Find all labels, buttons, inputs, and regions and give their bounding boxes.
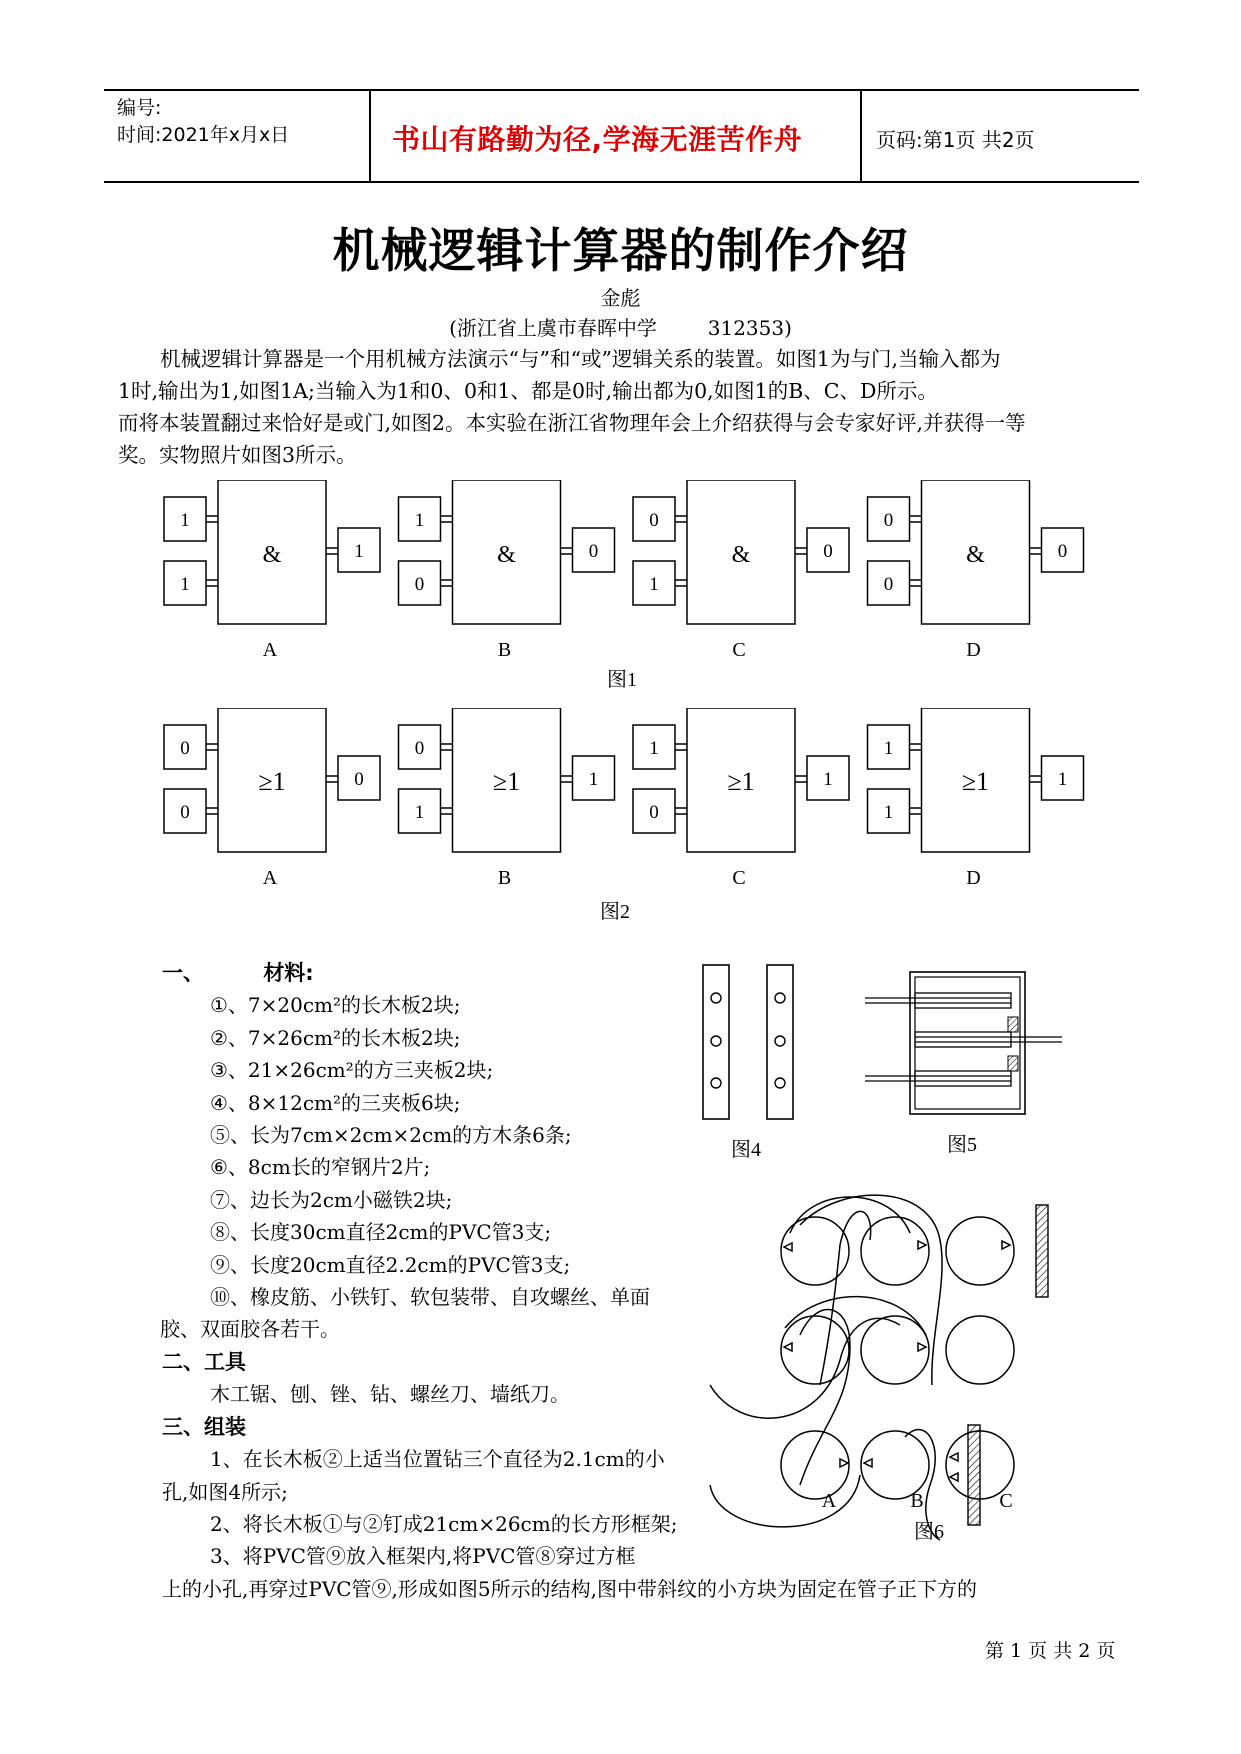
gate-label: B [497, 639, 512, 661]
materials-section [162, 957, 710, 1573]
material-item-3: ③、21×26cm²的方三夹板2块; [210, 1058, 494, 1083]
figure-6-label-b: B [910, 1490, 924, 1512]
affiliation: (浙江省上虞市春晖中学 312353) [449, 316, 792, 340]
gate-a [164, 480, 380, 661]
material-item-6: ⑥、8cm长的窄钢片2片; [210, 1155, 431, 1180]
material-item-7: ⑦、边长为2cm小磁铁2块; [210, 1187, 453, 1212]
assembly-step-3-line-1: 3、将PVC管⑨放入框架内,将PVC管⑧穿过方框 [210, 1544, 636, 1569]
assembly-step-1-line-1: 1、在长木板②上适当位置钻三个直径为2.1cm的小 [210, 1447, 665, 1472]
pvc-tube-outer [915, 1071, 1011, 1086]
figure-4-caption: 图4 [731, 1139, 761, 1160]
input-value-2: 1 [414, 802, 425, 823]
input-value-1: 0 [883, 510, 894, 531]
assembly-step-2: 2、将长木板①与②钉成21cm×26cm的长方形框架; [210, 1511, 678, 1536]
header-number-label: 编号: [117, 97, 162, 119]
intro-line-4: 奖。实物照片如图3所示。 [118, 443, 357, 467]
figure-5-frame [860, 960, 1070, 1160]
materials-heading-number: 一、 [162, 961, 204, 985]
board-left [703, 965, 729, 1119]
assembly-heading: 三、组装 [162, 1414, 246, 1439]
author: 金彪 [600, 286, 641, 310]
material-item-4: ④、8×12cm²的三夹板6块; [210, 1090, 461, 1115]
latch-tab [918, 1343, 926, 1351]
gate-label: A [262, 639, 278, 661]
gate-symbol: & [497, 542, 516, 568]
input-value-2: 1 [180, 574, 190, 595]
figure-2-caption: 图2 [600, 901, 630, 923]
page-footer: 第 1 页 共 2 页 [985, 1640, 1116, 1662]
pvc-tube-outer [915, 993, 1011, 1008]
gate-b [399, 708, 615, 889]
latch-tab [784, 1243, 792, 1251]
gate-a [164, 708, 380, 889]
wall-plate [968, 1425, 980, 1525]
material-item-1: ①、7×20cm²的长木板2块; [210, 993, 461, 1018]
output-value: 0 [1057, 541, 1068, 562]
header-time-label: 时间:2021年x月x日 [117, 124, 290, 146]
figure-6-caption: 图6 [914, 1521, 944, 1543]
gate-label: C [732, 639, 746, 661]
materials-heading [162, 957, 710, 989]
material-item-10-line-2: 胶、双面胶各若干。 [160, 1317, 340, 1342]
rubber-band [800, 1195, 942, 1385]
gate-label: D [966, 639, 981, 661]
input-value-1: 1 [649, 738, 659, 759]
gate-d [868, 708, 1084, 889]
rubber-band [710, 1475, 860, 1527]
input-value-1: 0 [414, 738, 425, 759]
figure-1-and-gates [150, 480, 1110, 695]
tools-text: 木工锯、刨、锉、钻、螺丝刀、墙纸刀。 [210, 1382, 570, 1407]
figure-6-label-c: C [999, 1490, 1013, 1512]
header-divider-right [860, 89, 862, 182]
magnet-block [1008, 1017, 1018, 1032]
intro-line-1: 机械逻辑计算器是一个用机械方法演示“与”和“或”逻辑关系的装置。如图1为与门,当输入都为 [160, 347, 1001, 371]
tube-circle [861, 1431, 929, 1499]
rubber-band [710, 1318, 900, 1418]
input-value-1: 1 [180, 510, 190, 531]
figure-6-mechanism [700, 1185, 1080, 1565]
figure-2-or-gates [150, 708, 1110, 928]
tube-circle [781, 1431, 849, 1499]
material-item-10-line-1: ⑩、橡皮筋、小铁钉、软包装带、自攻螺丝、单面 [210, 1285, 650, 1310]
output-value: 0 [354, 769, 364, 790]
gate-symbol: & [966, 542, 985, 568]
pvc-tube-outer [915, 1032, 1011, 1047]
gate-symbol: & [262, 542, 282, 568]
board-hole [711, 1078, 721, 1088]
gate-label: C [732, 867, 746, 889]
materials-heading-text: 材料: [263, 961, 314, 985]
gate-label: A [262, 867, 278, 889]
wall-plate [1036, 1205, 1048, 1297]
header-divider-left [369, 89, 371, 182]
material-item-9: ⑨、长度20cm直径2.2cm的PVC管3支; [210, 1252, 571, 1277]
board-hole [711, 1036, 721, 1046]
output-value: 1 [354, 541, 364, 562]
material-item-8: ⑧、长度30cm直径2cm的PVC管3支; [210, 1220, 552, 1245]
board-hole [711, 993, 721, 1003]
figure-6-label-a: A [821, 1490, 837, 1512]
gate-symbol: ≥1 [727, 767, 755, 796]
gate-symbol: ≥1 [492, 767, 521, 796]
output-value: 0 [588, 541, 599, 562]
intro-paragraph [118, 343, 1128, 471]
latch-tab [918, 1241, 926, 1249]
input-value-2: 0 [414, 574, 425, 595]
input-value-1: 0 [649, 510, 659, 531]
latch-tab [864, 1459, 872, 1467]
input-value-1: 1 [883, 738, 894, 759]
header-bottom-rule [104, 181, 1139, 183]
board-hole [775, 993, 785, 1003]
input-value-2: 0 [180, 802, 190, 823]
header-motto: 书山有路勤为径,学海无涯苦作舟 [392, 123, 803, 156]
material-item-2: ②、7×26cm²的长木板2块; [210, 1025, 461, 1050]
input-value-2: 1 [883, 802, 894, 823]
frame-inner [915, 977, 1020, 1109]
board-right [767, 965, 793, 1119]
output-value: 1 [588, 769, 599, 790]
input-value-1: 0 [180, 738, 190, 759]
input-value-2: 0 [649, 802, 659, 823]
figure-1-caption: 图1 [607, 669, 637, 691]
latch-tab [840, 1459, 848, 1467]
figure-5-caption: 图5 [947, 1134, 977, 1156]
gate-c [633, 480, 849, 661]
material-item-5: ⑤、长为7cm×2cm×2cm的方木条6条; [210, 1123, 572, 1148]
gate-symbol: ≥1 [258, 767, 286, 796]
intro-line-2: 1时,输出为1,如图1A;当输入为1和0、0和1、都是0时,输出都为0,如图1的B、C、D所示。 [118, 379, 938, 403]
latch-tab [950, 1473, 958, 1481]
output-value: 1 [823, 769, 833, 790]
gate-b [399, 480, 615, 661]
gate-label: D [966, 867, 981, 889]
gate-symbol: & [731, 542, 751, 568]
gate-label: B [497, 867, 512, 889]
gate-symbol: ≥1 [961, 767, 990, 796]
magnet-block [1008, 1056, 1018, 1071]
tube-circle [946, 1217, 1014, 1285]
output-value: 0 [823, 541, 833, 562]
board-hole [775, 1036, 785, 1046]
header-page-label: 页码:第1页 共2页 [876, 128, 1035, 152]
input-value-1: 1 [414, 510, 425, 531]
board-hole [775, 1078, 785, 1088]
tube-circle [946, 1316, 1014, 1384]
page-title: 机械逻辑计算器的制作介绍 [332, 224, 909, 279]
rubber-band [790, 1197, 910, 1233]
header-top-rule [104, 89, 1139, 91]
assembly-step-1-line-2: 孔,如图4所示; [162, 1479, 288, 1504]
figure-4-boards [690, 960, 820, 1160]
latch-tab [950, 1453, 958, 1461]
latch-tab [784, 1343, 792, 1351]
intro-line-3: 而将本装置翻过来恰好是或门,如图2。本实验在浙江省物理年会上介绍获得与会专家好评,并获得一等 [118, 411, 1026, 435]
rubber-band [800, 1310, 850, 1485]
input-value-2: 1 [649, 574, 659, 595]
assembly-step-3-line-2: 上的小孔,再穿过PVC管⑨,形成如图5所示的结构,图中带斜纹的小方块为固定在管子正下方的 [162, 1577, 977, 1601]
output-value: 1 [1057, 769, 1068, 790]
latch-tab [1002, 1241, 1010, 1249]
tools-heading: 二、工具 [162, 1349, 246, 1374]
input-value-2: 0 [883, 574, 894, 595]
gate-d [868, 480, 1084, 661]
gate-c [633, 708, 849, 889]
